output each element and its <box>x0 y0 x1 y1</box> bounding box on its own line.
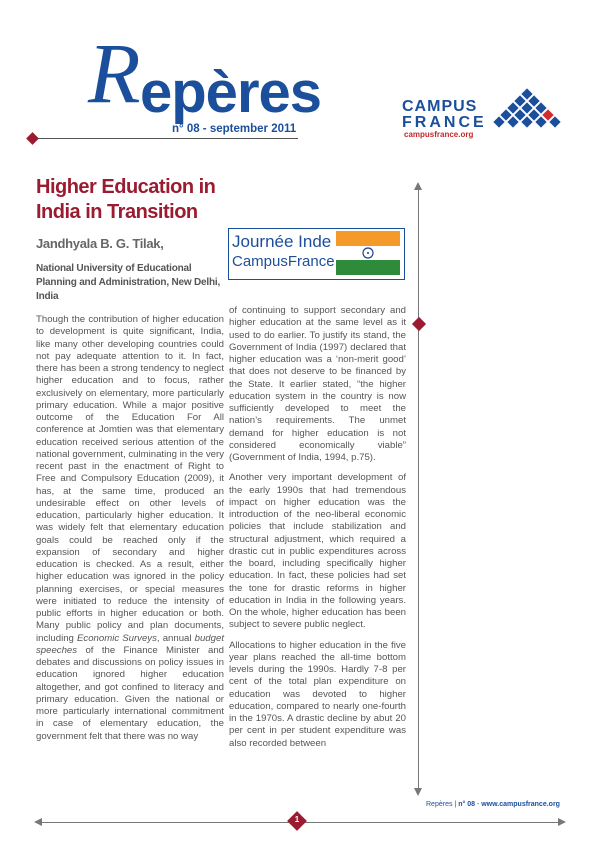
vertical-arrow-top-icon <box>414 182 422 190</box>
rule-diamond-icon <box>412 317 426 331</box>
body-column-2 <box>229 305 406 758</box>
reperes-logo-text: epères <box>140 60 322 125</box>
col2-paragraph-2: Another very important development of the early 1990s that had tremendous impact on higher education was the introduction of the neo-liberal economic policies that include stabilization and structural adjustment, which required a drastic cut in public expenditures across the board, including specifically higher education. In fact, these policies had set the tone for drastic reforms in higher education in India in the following years. On the whole, higher education has been subject to severe public neglect. <box>229 472 406 631</box>
article-author: Jandhyala B. G. Tilak, <box>36 236 164 251</box>
footer-text: Repères | n° 08 - www.campusfrance.org <box>426 801 560 808</box>
india-flag-icon <box>336 231 400 275</box>
article-title: Higher Education in India in Transition <box>36 176 216 223</box>
campusfrance-pyramid-icon <box>492 88 562 134</box>
footer-url: www.campusfrance.org <box>481 801 560 808</box>
journee-inde-title: Journée Inde <box>232 232 332 251</box>
header-rule <box>28 138 298 139</box>
author-affiliation: National University of Educational Planning and Administration, New Delhi, India <box>36 263 221 302</box>
body-column-1 <box>36 314 224 751</box>
campusfrance-logo-france: FRANCE <box>402 114 487 131</box>
page-number: 1 <box>294 815 300 824</box>
issue-number: n° 08 - september 2011 <box>172 123 297 135</box>
col1-paragraph-1: Though the contribution of higher education to development is quite significant, India, like many other developing countries could not pay adequate attention to it. In fact, there has been a strong tendency to neglect higher education and to focus, rather exclusively on elementary, more particularly primary education. While a major positive outcome of the Education For All conference at Jomtien was that elementary education received serious attention of the national government, culminating in the very recent past in the enactment of Right to Free and Compulsory Education (2009), it has, at the same time, produced an undesirable effect on other levels of education, particularly higher education. It was widely felt that elementary education goals could be reached only if the expansion of secondary and higher education is checked. As a result, either higher education was ignored in the policy planning exercises, or special measures were initiated to reduce the intensity of public efforts in higher education or both. Many public policy and plan documents, including Economic Surveys, annual budget speeches of the Finance Minister and debates and discussions on policy issues in education ignored higher education altogether, and got confined to literacy and primary education. Given the national or more particularly international commitment in case of elementary education, the government felt that there was no way <box>36 314 224 742</box>
campusfrance-logo-campus: CAMPUS <box>402 98 478 115</box>
footer-arrow-right-icon <box>558 818 566 826</box>
campusfrance-logo-url: campusfrance.org <box>404 130 474 139</box>
header-diamond-icon <box>26 132 39 145</box>
reperes-logo-initial: R <box>88 25 142 121</box>
journee-inde-subtitle: CampusFrance <box>232 253 335 270</box>
vertical-arrow-bottom-icon <box>414 788 422 796</box>
col2-paragraph-1: of continuing to support secondary and higher education at the same level as it used to do earlier. To justify its stand, the Government of India (1997) declared that higher education was a ‘non-merit good’ that does not deserve to be financed by the State. It earlier stated, “the higher education system in the country is now sufficiently developed to meet the nation’s requirements. The unmet demand for higher education is not considered economically viable” (Government of India, 1994, p.75). <box>229 305 406 463</box>
vertical-rule <box>418 190 419 790</box>
col2-paragraph-3: Allocations to higher education in the five year plans reached the all-time bottom levels during the 1990s. Hardly 7-8 per cent of the total plan expenditure on education was devoted to higher education, compared to nearly one-fourth in the 1970s. A drastic decline by abut 20 per cent in per student expenditure was also recorded between <box>229 639 406 749</box>
